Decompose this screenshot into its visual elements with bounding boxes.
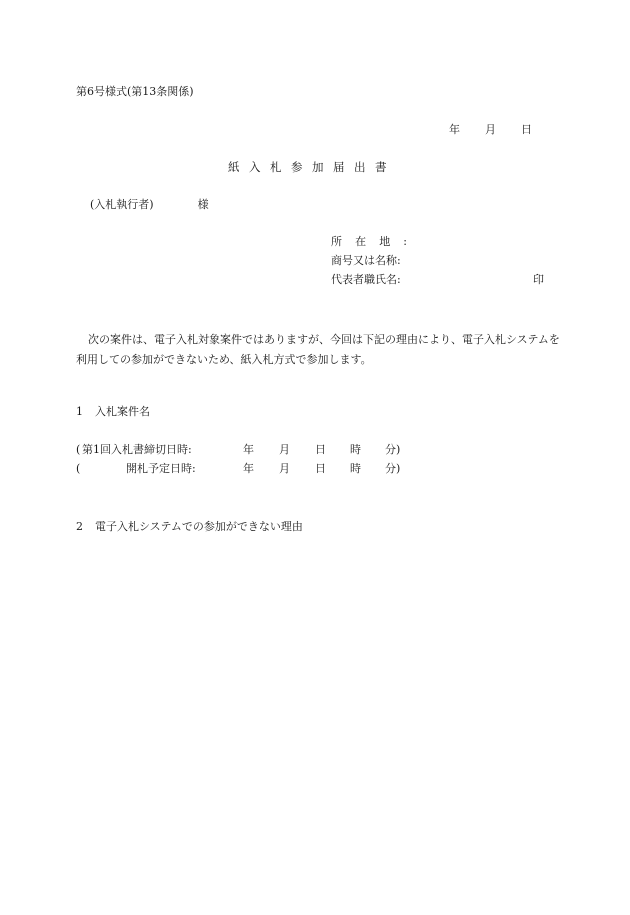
addressee-label: (入札執行者) (90, 198, 154, 211)
applicant-address-label: 所 在 地 : (331, 235, 407, 248)
applicant-rep-label: 代表者職氏名: (331, 273, 401, 286)
deadline-day: 日 (315, 443, 326, 456)
addressee-honorific: 様 (197, 198, 209, 211)
title-char: 紙 (228, 160, 240, 174)
opening-minute: 分 (385, 462, 396, 475)
title-char: 入 (249, 160, 261, 174)
section-2-number: 2 (76, 520, 83, 533)
section-1-heading (76, 406, 150, 417)
paren-close: ) (396, 462, 401, 475)
paren-open: ( (76, 443, 81, 456)
opening-label: 開札予定日時: (126, 462, 196, 475)
body-paragraph: 次の案件は、電子入札対象案件ではありますが、今回は下記の理由により、電子入札システムを利用しての参加ができないため、紙入札方式で参加します。 (76, 333, 560, 366)
section-1-number: 1 (76, 405, 83, 418)
addressee (90, 199, 209, 210)
seal-mark: 印 (533, 273, 544, 286)
section-1-label: 入札案件名 (95, 405, 150, 418)
title-char: 参 (291, 160, 303, 174)
form-number: 第6号様式(第13条関係) (76, 85, 194, 98)
paren-close: ) (396, 443, 401, 456)
deadline-hour: 時 (350, 443, 361, 456)
opening-day: 日 (315, 462, 326, 475)
title-char: 書 (375, 160, 387, 174)
deadline-minute: 分 (385, 443, 396, 456)
document-title (228, 162, 387, 174)
title-char: 届 (333, 160, 345, 174)
section-2-label: 電子入札システムでの参加ができない理由 (95, 520, 303, 533)
opening-hour: 時 (350, 462, 361, 475)
date-line (449, 124, 532, 135)
opening-year: 年 (243, 462, 254, 475)
deadline-month: 月 (279, 443, 290, 456)
deadline-label: 第1回入札書締切日時: (82, 443, 192, 456)
paren-open: ( (76, 462, 81, 475)
applicant-name-label: 商号又は名称: (331, 254, 401, 267)
title-char: 加 (312, 160, 324, 174)
date-year-label: 年 (449, 123, 460, 136)
title-char: 出 (354, 160, 366, 174)
section-2-heading (76, 521, 303, 532)
opening-month: 月 (279, 462, 290, 475)
date-month-label: 月 (485, 123, 496, 136)
deadline-year: 年 (243, 443, 254, 456)
title-char: 札 (270, 160, 282, 174)
date-day-label: 日 (521, 123, 532, 136)
